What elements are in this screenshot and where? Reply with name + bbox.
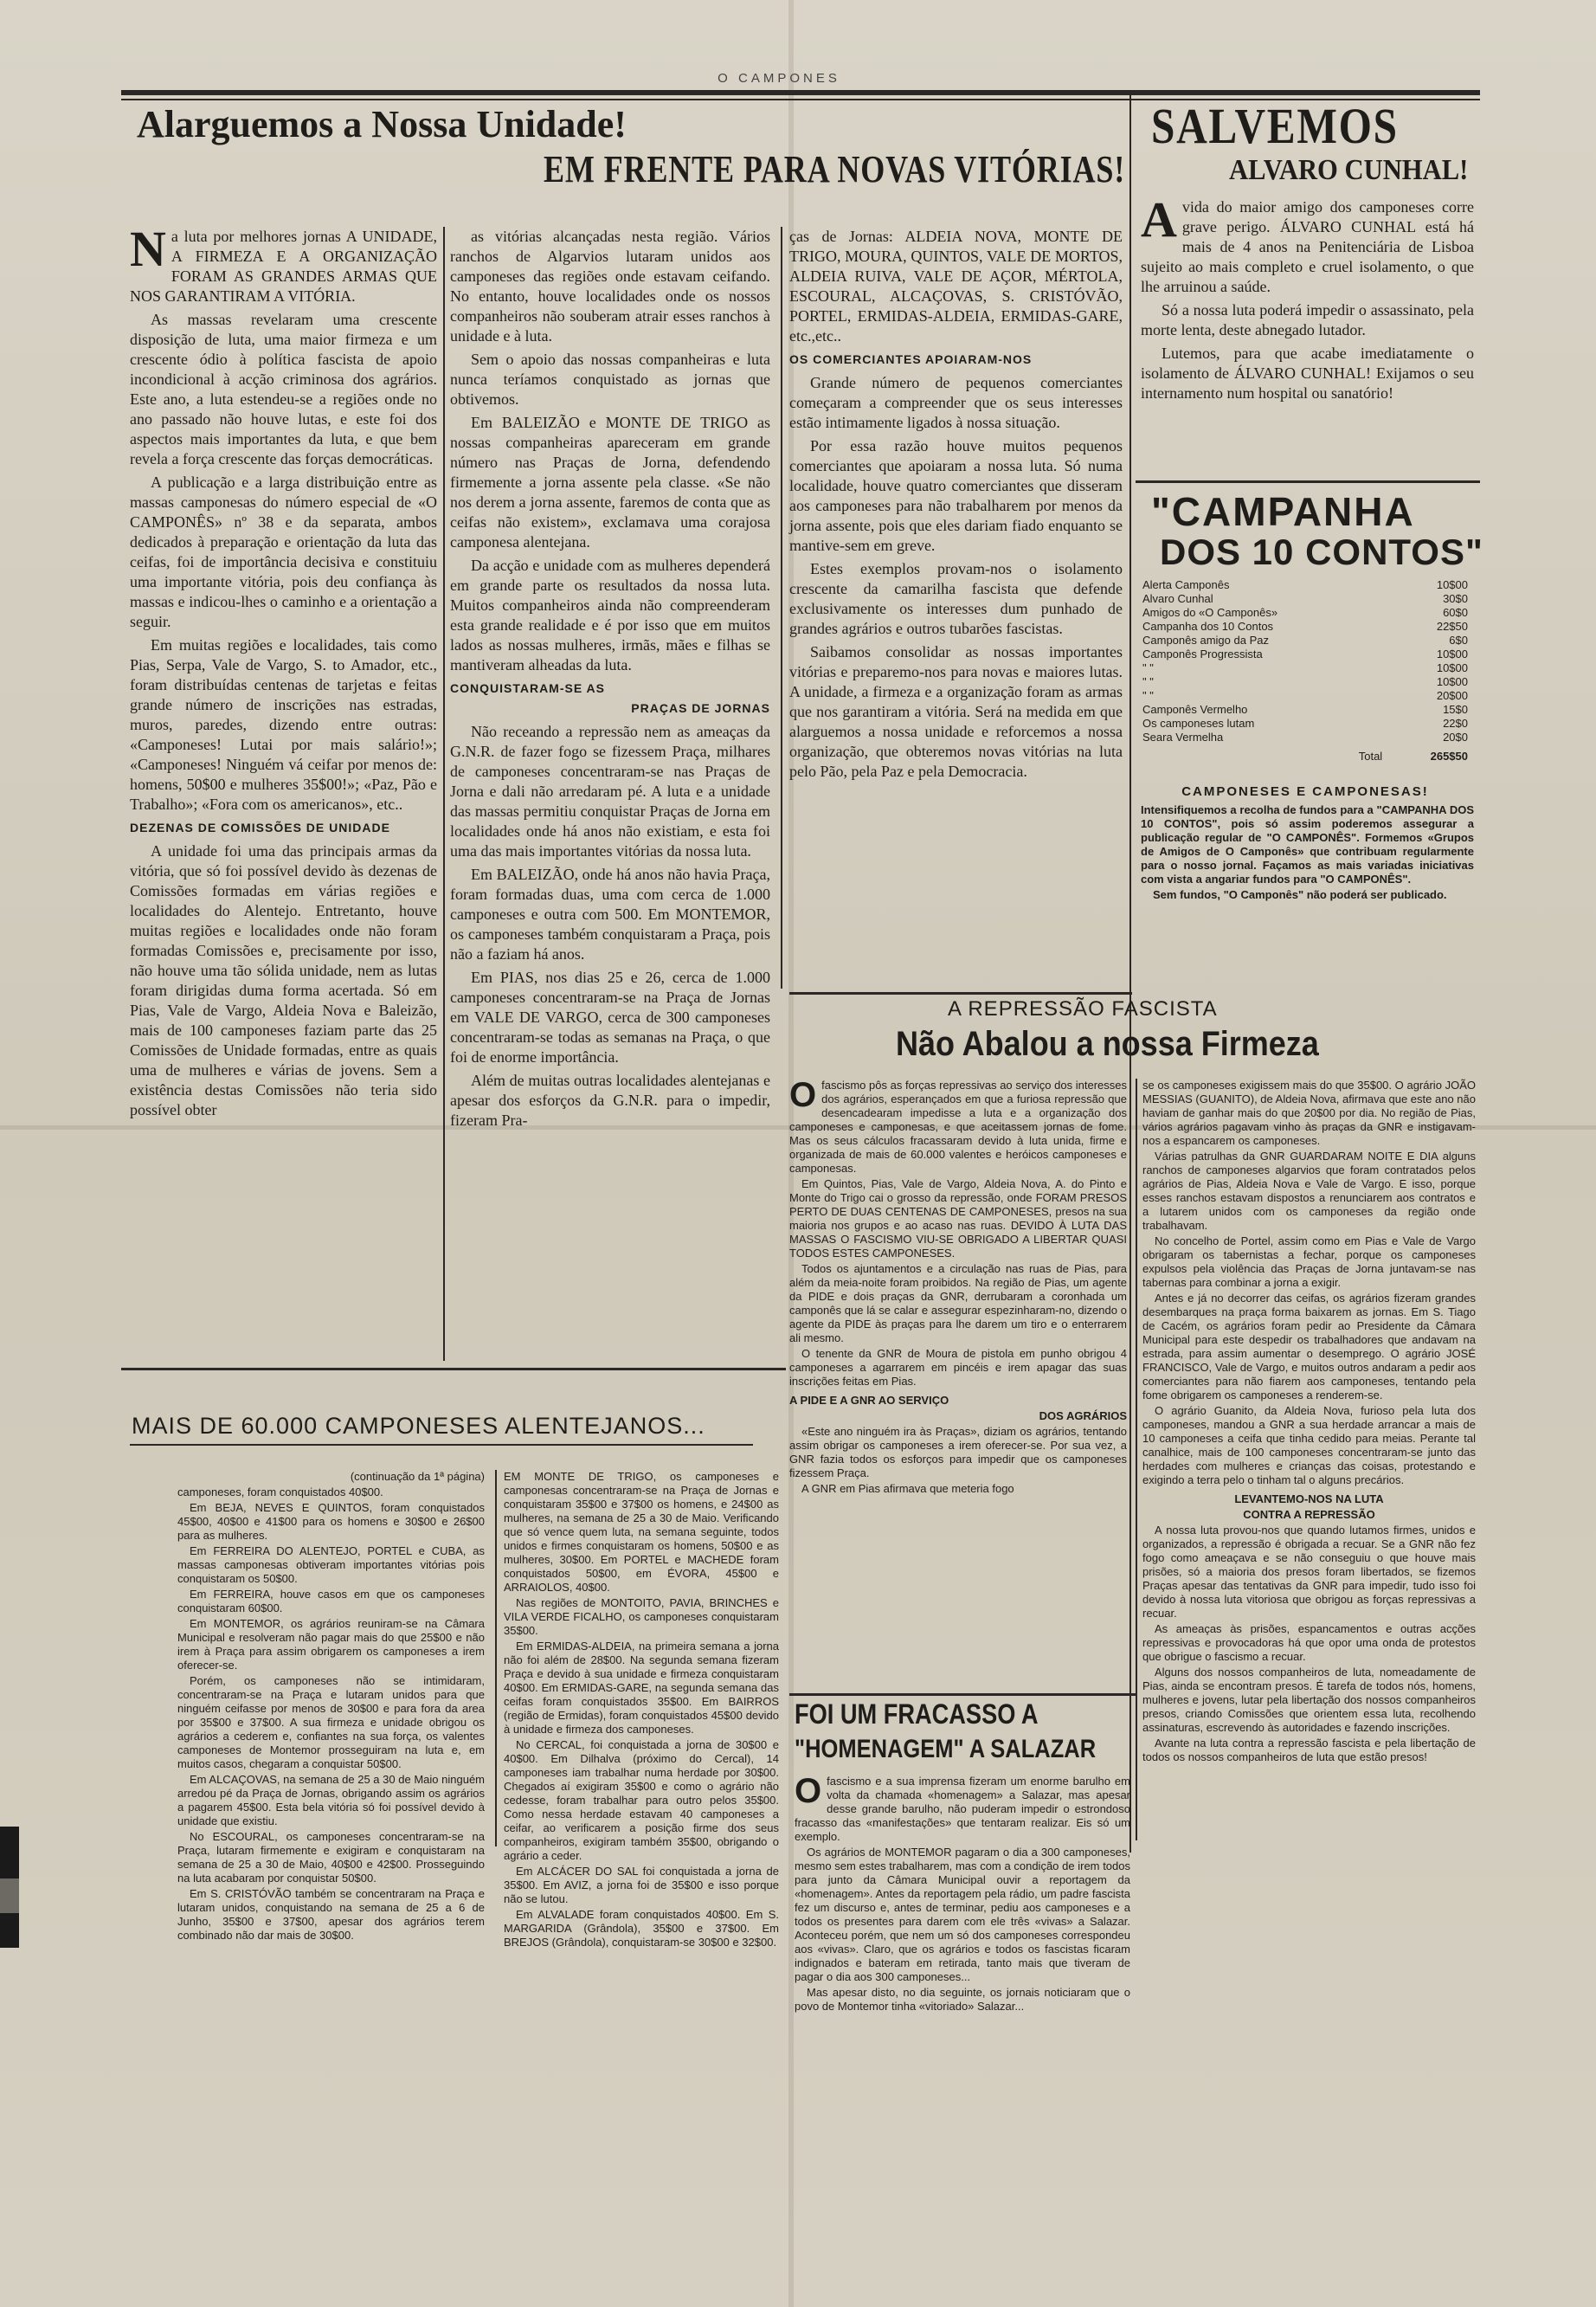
contribution-value: 20$0 xyxy=(1443,731,1468,744)
paragraph: Em ERMIDAS-ALDEIA, na primeira semana a jorna não foi além de 28$00. Na segunda semana fizeram Praça e devido à sua unidade e firmeza conquistaram 40$00. Em ERMIDAS-GARE, na segunda semana das ceifas foram conquistados 35$00. Em BAIRROS (região de Ermidas), foram conquistados 45$00 devido à unidade e firmeza dos camponeses. xyxy=(504,1640,779,1736)
contribution-value: 10$00 xyxy=(1436,578,1468,591)
paragraph: Em FERREIRA DO ALENTEJO, PORTEL e CUBA, as massas camponesas obtiveram importantes vitórias pois conquistaram os 50$00. xyxy=(177,1544,485,1585)
masthead: O CAMPONES xyxy=(718,71,840,86)
contribution-value: 60$0 xyxy=(1443,606,1468,619)
paragraph: Saibamos consolidar as nossas importantes vitórias e preparemo-nos para novas e maiores lutas. A unidade, a firmeza e a organização foram as armas que nos garantiram a vitória. Será na medida em que alarguemos a nossa unidade e reforcemos a nossa organização, que obteremos novas vitórias na luta pelo Pão, pela Paz e pela Democracia. xyxy=(789,643,1123,780)
contribution-row xyxy=(1141,675,1470,689)
paragraph: Mas apesar disto, no dia seguinte, os jornais noticiaram que o povo de Montemor tinha «vitoriado» Salazar... xyxy=(795,1986,1130,2013)
cunhal-article xyxy=(1141,191,1474,407)
column-divider xyxy=(443,227,445,1361)
drop-cap: N xyxy=(130,221,166,277)
section-subhead: DOS AGRÁRIOS xyxy=(1039,1409,1127,1422)
paragraph: Sem o apoio das nossas companheiras e luta nunca teríamos conquistado as jornas que obtivemos. xyxy=(450,351,770,408)
contribution-label: Alerta Camponês xyxy=(1142,578,1230,591)
column-divider xyxy=(1136,1079,1137,1840)
contribution-row xyxy=(1141,578,1470,592)
paragraph: A unidade foi uma das principais armas da vitória, que só foi possível devido às dezenas de Comissões formadas em várias regiões e localidades do Alentejo. Entretanto, houve muitas regiões e localidades onde não foram formadas Comissões e, precisamente por isso, não houve uma tão sólida unidade, nem as lutas foram dirigidas duma forma acertada. Só em Pias, Vale de Vargo, Aldeia Nova e Baleizão, mais de 100 camponeses faziam parte das 25 Comissões de Unidade formadas, entre as quais uma de mulheres e várias de jovens. Sem a existência destas Comissões não teria sido possível obter xyxy=(130,842,437,1118)
paragraph: Em FERREIRA, houve casos em que os camponeses conquistaram 60$00. xyxy=(177,1588,485,1614)
paragraph: Avante na luta contra a repressão fascista e pela libertação de todos os nossos companheiros de luta que estão presos! xyxy=(1142,1737,1476,1763)
paragraph: As ameaças às prisões, espancamentos e outras acções repressivas e provocadoras há que opor uma onda de protestos que obrigue o fascismo a recuar. xyxy=(1142,1622,1476,1663)
drop-cap: A xyxy=(1141,191,1177,248)
cunhal-title: SALVEMOS xyxy=(1151,98,1399,154)
paragraph: A nossa luta provou-nos que quando lutamos firmes, unidos e organizados, a repressão é obrigada a recuar. Se a GNR não fez fogo como ameaçava e se não conseguiu o que houve mais prisões, só a maioria dos presos foram libertados, se fizemos Praças apesar das tentativas da GNR para impedir, tudo isso foi devido à nossa luta vitoriosa que obrigou as forças repressivas a recuar. xyxy=(1142,1524,1476,1620)
paragraph: No ESCOURAL, os camponeses concentraram-se na Praça, lutaram firmemente e exigiram e conquistaram na semana de 25 a 30 de Maio, 40$00 e 42$00. Prosseguindo na luta acabaram por conquistar 50$00. xyxy=(177,1830,485,1885)
drop-cap: O xyxy=(789,1076,817,1114)
paragraph: No concelho de Portel, assim como em Pias e Vale de Vargo obrigaram os tabernistas a fechar, porque os camponeses expulsos pela violência das Praças de Jorna juntavam-se nas tabernas para combinar a jorna a exigir. xyxy=(1142,1234,1476,1289)
lead-subheadline: EM FRENTE PARA NOVAS VITÓRIAS! xyxy=(544,148,1126,190)
section-subhead: CONTRA A REPRESSÃO xyxy=(1243,1508,1375,1521)
paragraph: No CERCAL, foi conquistada a jorna de 30$00 e 40$00. Em Dilhalva (próximo do Cercal), 14 camponeses iam trabalhar numa herdade por 30$00. Chegados aí exigiram 35$00 e como o agrário não cedesse, foram trabalhar para outro pelos 35$00. Como nessa herdade estavam 40 camponeses a ceifar, ao verificarem a posição firme dos seus companheiros, exigiram também 35$00, obrigando o agrário a ceder. xyxy=(504,1738,779,1862)
campanha-title: "CAMPANHA xyxy=(1151,489,1415,534)
salazar-title: FOI UM FRACASSO A xyxy=(795,1698,1039,1730)
lead-column-1 xyxy=(130,221,437,1124)
continuation-note: (continuação da 1ª página) xyxy=(350,1470,485,1483)
contribution-label: Seara Vermelha xyxy=(1142,731,1224,744)
section-subhead: CONQUISTARAM-SE AS xyxy=(450,681,605,695)
paragraph: se os camponeses exigissem mais do que 35$00. O agrário JOÃO MESSIAS (GUANITO), de Aldeia Nova, afirmava que este ano não haviam de ganhar mais do que 20$00 por dia. No região de Pias, vários agrários pagavam vinho às praças da GNR e instigavam-nos a espancarem os camponeses. xyxy=(1142,1079,1476,1147)
section-subhead: A PIDE E A GNR AO SERVIÇO xyxy=(789,1394,949,1407)
column-divider xyxy=(495,1470,497,1846)
paragraph: Além de muitas outras localidades alentejanas e apesar dos esforços da G.N.R. para o impedir, fizeram Pra- xyxy=(450,1072,770,1129)
contribution-row xyxy=(1141,689,1470,703)
paragraph: Em ALCAÇOVAS, na semana de 25 a 30 de Maio ninguém arredou pé da Praça de Jornas, obrigando assim os agrários a pagarem 45$00. Esta bela vitória só foi possível devido à unidade que existiu. xyxy=(177,1773,485,1827)
contribution-label: Campanha dos 10 Contos xyxy=(1142,620,1274,633)
repressao-left-column xyxy=(789,1076,1127,1498)
contribution-value: 10$00 xyxy=(1436,661,1468,674)
contribution-label: Alvaro Cunhal xyxy=(1142,592,1213,605)
paragraph: Alguns dos nossos companheiros de luta, nomeadamente de Pias, ainda se encontram presos. É tarefa de todos nós, homens, mulheres e jovens, lutar pela libertação dos nossos companheiros presos, criando Comissões que orientem essa luta, recolhendo assinaturas, escrevendo às autoridades e fazendo inscrições. xyxy=(1142,1666,1476,1734)
contribution-row xyxy=(1141,717,1470,731)
contribution-row xyxy=(1141,634,1470,648)
paragraph: Em BALEIZÃO, onde há anos não havia Praça, foram formadas duas, uma com cerca de 1.000 camponeses e outra com 500. Em MONTEMOR, os camponeses também conquistaram a Praça, pois não a faziam há anos. xyxy=(450,866,770,963)
lead-intro: a luta por melhores jornas A UNIDADE, A FIRMEZA E A ORGANIZAÇÃO FORAM AS GRANDES ARMAS QUE NOS GARANTIRAM A VITÓRIA. xyxy=(130,228,437,305)
paragraph: camponeses, foram conquistados 40$00. xyxy=(177,1485,383,1498)
paragraph: Em MONTEMOR, os agrários reuniram-se na Câmara Municipal e resolveram não pagar mais do que 25$00 e não irem à Praça para assim obrigarem os camponeses a irem oferecer-se. xyxy=(177,1617,485,1672)
section-subhead: DEZENAS DE COMISSÕES DE UNIDADE xyxy=(130,821,390,835)
salazar-subtitle: "HOMENAGEM" A SALAZAR xyxy=(795,1735,1097,1763)
paragraph: As massas revelaram uma crescente disposição de luta, uma maior firmeza e um crescente ódio à política fascista de apoio incondicional à acção criminosa dos agrários. Este ano, a luta estendeu-se a regiões onde no ano passado não houve lutas, e este foi dos aspectos mais importantes da luta, e que bem revela a força crescente das forças democráticas. xyxy=(130,311,437,467)
contribution-row xyxy=(1141,592,1470,606)
paragraph: A publicação e a larga distribuição entre as massas camponesas do número especial de «O CAMPONÊS» nº 38 e da separata, ambos dedicados à preparação e orientação da luta das ceifas, foi de importância decisiva e constituiu uma importante vitória, pois deu confiança às massas e indicou-lhes o caminho e a orientação a seguir. xyxy=(130,474,437,630)
paragraph: Em PIAS, nos dias 25 e 26, cerca de 1.000 camponeses concentraram-se na Praça de Jornas em VALE DE VARGO, cerca de 300 camponeses concentraram-se todas as semanas na Praça, o que foi de enorme importância. xyxy=(450,969,770,1066)
repressao-right-column xyxy=(1142,1079,1476,1766)
contribution-value: 6$0 xyxy=(1449,634,1468,647)
section-subhead: LEVANTEMO-NOS NA LUTA xyxy=(1234,1492,1384,1505)
paragraph: Grande número de pequenos comerciantes começaram a compreender que os seus interesses estão intimamente ligados à nossa situação. xyxy=(789,374,1123,431)
contribution-row xyxy=(1141,731,1470,744)
contribution-value: 22$50 xyxy=(1436,620,1468,633)
section-subhead: PRAÇAS DE JORNAS xyxy=(631,701,770,715)
paragraph: O agrário Guanito, da Aldeia Nova, furioso pela luta dos camponeses, mandou a GNR a sua herdade arrancar a mais de 10 camponeses a ceifa que tinha cedido para meias. Perante tal canalhice, mais de 100 camponeses concentraram-se junto das herdades com mulheres e crianças das coisas, protestando e exigindo a terra pelo o tinham tal o alguns precários. xyxy=(1142,1404,1476,1486)
repressao-headline: Não Abalou a nossa Firmeza xyxy=(896,1025,1319,1063)
lead-column-2 xyxy=(450,227,770,1134)
paragraph: Em S. CRISTÓVÃO também se concentraram na Praça e lutaram unidos, conquistando na semana de 25 a 6 de Junho, 35$00 e 37$00, apesar dos agrários terem combinado não dar mais de 30$00. xyxy=(177,1887,485,1942)
paragraph: Os agrários de MONTEMOR pagaram o dia a 300 camponeses, mesmo sem estes trabalharem, mas com a condição de irem todos para junto da Câmara Municipal ouvir a reportagem da «homenagem». Antes da reportagem pela rádio, um padre fascista fez um discurso e, antes de terminar, pediu aos camponeses e a todos os presentes para darem com ele três «vivas» a Salazar. Aconteceu porém, que nem um só dos camponeses correspondeu aos «vivas». Claro, que os agrários e todos os fascistas ficaram indignados e bateram em retirada, tanto mais que tiveram de pagar o dia aos 300 camponeses... xyxy=(795,1846,1130,1983)
paragraph: Lutemos, para que acabe imediatamente o isolamento de ÁLVARO CUNHAL! Exijamos o seu internamento num hospital ou sanatório! xyxy=(1141,345,1474,402)
paragraph: Em BALEIZÃO e MONTE DE TRIGO as nossas companheiras apareceram em grande número nas Praças de Jorna, defendendo firmemente a jorna assente pela classe. «Se não nos derem a jorna assente, faremos de conta que as ceifas não existem», exclamava uma corajosa camponesa alentejana. xyxy=(450,414,770,551)
paragraph: Antes e já no decorrer das ceifas, os agrários fizeram grandes desembarques na praça forma baixarem as jornas. Em S. Tiago de Cacém, os agrários foram pedir ao Presidente da Câmara Municipal para este despedir os trabalhadores que andavam na estrada, para assim aumentar o desemprego. O agrário JOSÉ FRANCISCO, Vale de Vargo, e muitos outros andaram a pedir aos comerciantes para não fiarem aos camponeses, tentando pela fome obrigarem os camponeses a renderem-se. xyxy=(1142,1292,1476,1402)
contribution-value: 15$0 xyxy=(1443,703,1468,716)
top-rule xyxy=(121,90,1480,95)
paragraph: vida do maior amigo dos camponeses corre grave perigo. ÁLVARO CUNHAL está há mais de 4 anos na Penitenciária de Lisboa sujeito ao mais completo e cruel isolamento, o que lhe arruinou a saúde. xyxy=(1141,198,1474,295)
total-label: Total xyxy=(1358,750,1383,763)
section-rule xyxy=(1136,480,1480,483)
contribution-row xyxy=(1141,648,1470,661)
paragraph: Em ALVALADE foram conquistados 40$00. Em S. MARGARIDA (Grândola), 35$00 e 37$00. Em BREJOS (Grândola), conquistaram-se 30$00 e 32$00. xyxy=(504,1908,779,1949)
paragraph: Sem fundos, "O Camponês" não poderá ser publicado. xyxy=(1153,888,1447,901)
binding-clip-detail xyxy=(0,1878,19,1913)
paragraph: A GNR em Pias afirmava que meteria fogo xyxy=(801,1482,1014,1495)
paragraph: Em Quintos, Pias, Vale de Vargo, Aldeia Nova, A. do Pinto e Monte do Trigo cai o grosso da repressão, onde FORAM PRESOS PERTO DE DUAS CENTENAS DE CAMPONESES, presos na sua maioria nos grupos e ao acaso nas ruas. DEVIDO À LUTA DAS MASSAS O FASCISMO VIU-SE OBRIGADO A LIBERTAR QUASI TODOS ESTES CAMPONESES. xyxy=(789,1177,1127,1260)
contribution-label: Amigos do «O Camponês» xyxy=(1142,606,1278,619)
contribution-label: " " xyxy=(1142,661,1154,674)
campanha-subtitle: DOS 10 CONTOS" xyxy=(1160,532,1483,572)
contribution-value: 10$00 xyxy=(1436,648,1468,661)
contribution-label: Camponês Vermelho xyxy=(1142,703,1248,716)
contribution-row xyxy=(1141,661,1470,675)
section-rule xyxy=(121,1368,786,1370)
contribution-label: Camponês amigo da Paz xyxy=(1142,634,1269,647)
section-rule xyxy=(789,992,1132,995)
paragraph: Não receando a repressão nem as ameaças da G.N.R. de fazer fogo se fizessem Praça, milhares de camponeses concentraram-se nas Praças de Jorna e dali não arredaram pé. A luta e a unidade das massas permitiu conquistar Praças de Jorna em localidades onde há anos não existiam, e esta foi uma das mais importantes vitórias da nossa luta. xyxy=(450,723,770,860)
paragraph: Em BEJA, NEVES E QUINTOS, foram conquistados 45$00, 40$00 e 41$00 para os homens e 30$00 e 26$00 para as mulheres. xyxy=(177,1501,485,1542)
paragraph: «Este ano ninguém ira às Praças», diziam os agrários, tentando assim obrigar os camponeses a irem oferecer-se. Por sua vez, a GNR fazia todos os esforços para impedir que os camponeses fizessem Praça. xyxy=(789,1425,1127,1479)
paragraph: O tenente da GNR de Moura de pistola em punho obrigou 4 camponeses a agarrarem em pincéis e irem apagar das suas inscrições feitas em Pias. xyxy=(789,1347,1127,1388)
paragraph: fascismo pôs as forças repressivas ao serviço dos interesses dos agrários, esperançados em que a furiosa repressão que desencadearam impedisse a luta e a organização dos camponeses e camponesas, e que aceitassem jornas de fome. Mas os seus cálculos fracassaram devido à luta unida, firme e organizada de mais de 60.000 valentes e heróicos camponeses e camponesas. xyxy=(789,1079,1127,1175)
sessenta-left-column xyxy=(177,1470,485,1944)
paragraph: Nas regiões de MONTOITO, PAVIA, BRINCHES e VILA VERDE FICALHO, os camponeses conquistaram 35$00. xyxy=(504,1596,779,1637)
contribution-row xyxy=(1141,703,1470,717)
paragraph: Intensifiquemos a recolha de fundos para a "CAMPANHA DOS 10 CONTOS", pois só assim poderemos assegurar a publicação regular de "O CAMPONÊS". Formemos «Grupos de Amigos de O Camponês» que contribuam regularmente para o nosso jornal. Façamos as mais variadas iniciativas com vista a angariar fundos para "O CAMPONÊS". xyxy=(1141,803,1474,886)
contributions-table xyxy=(1141,578,1470,764)
paragraph: Em ALCÁCER DO SAL foi conquistada a jorna de 35$00. Em AVIZ, a jorna foi de 35$00 e isso porque não se lutou. xyxy=(504,1865,779,1905)
contribution-row xyxy=(1141,620,1470,634)
section-rule xyxy=(789,1693,1136,1696)
headline-underline xyxy=(130,1444,753,1446)
repressao-kicker: A REPRESSÃO FASCISTA xyxy=(948,997,1218,1021)
paragraph: Por essa razão houve muitos pequenos comerciantes que apoiaram a nossa luta. Só numa localidade, houve quatro comerciantes que disseram aos camponeses para não trabalharem por menos da jorna assente, pois que eles dariam fiado enquanto se mantive-sem em greve. xyxy=(789,437,1123,554)
paragraph: fascismo e a sua imprensa fizeram um enorme barulho em volta da chamada «homenagem» a Salazar, mas apesar desse grande barulho, não puderam impedir o estrondoso fracasso das «manifestações» que tentaram realizar. Eis só um exemplo. xyxy=(795,1775,1130,1843)
lead-headline: Alarguemos a Nossa Unidade! xyxy=(137,103,627,145)
contribution-label: " " xyxy=(1142,689,1154,702)
paragraph: EM MONTE DE TRIGO, os camponeses e camponesas concentraram-se na Praça de Jornas e conquistaram 35$00 e 37$00 os homens, e 24$00 as mulheres, na semana de 25 a 30 de Maio. Verificando que só vence quem luta, na semana seguinte, todos unidos e firmes conquistaram os homens, 50$00 e as mulheres, 30$00. Em PORTEL e MACHEDE foram conquistados 50$00, em ÉVORA, 45$00 e ARRAIOLOS, 40$00. xyxy=(504,1470,779,1594)
contribution-label: Camponês Progressista xyxy=(1142,648,1263,661)
salazar-article xyxy=(795,1772,1130,2015)
drop-cap: O xyxy=(795,1772,822,1810)
sessenta-right-column xyxy=(504,1470,779,1951)
paragraph: ças de Jornas: ALDEIA NOVA, MONTE DE TRIGO, MOURA, QUINTOS, VALE DE MORTOS, ALDEIA RUIVA, VALE DE AÇOR, MÉRTOLA, ESCOURAL, ALCAÇOVAS, S. CRISTÓVÃO, PORTEL, ERMIDAS-ALDEIA, ERMIDAS-GARE, etc.,etc.. xyxy=(789,228,1123,345)
paragraph: Da acção e unidade com as mulheres dependerá em grande parte os resultados da nossa luta. Muitos companheiros ainda não compreenderam esta grande realidade e é por isso que em muitos lados as nossas mulheres, irmãs, mães e filhas se mantiveram alheadas da luta. xyxy=(450,557,770,673)
paragraph: Só a nossa luta poderá impedir o assassinato, pela morte lenta, deste abnegado lutador. xyxy=(1141,301,1474,338)
total-value: 265$50 xyxy=(1430,750,1468,763)
contribution-value: 22$0 xyxy=(1443,717,1468,730)
total-row xyxy=(1141,744,1470,764)
appeal-title: CAMPONESES E CAMPONESAS! xyxy=(1181,784,1429,799)
contribution-label: " " xyxy=(1142,675,1154,688)
contribution-value: 30$0 xyxy=(1443,592,1468,605)
paragraph: Em muitas regiões e localidades, tais como Pias, Serpa, Vale de Vargo, S. to Amador, etc., foram distribuídas centenas de tarjetas e feitas grande número de inscrições nas estradas, muros, paredes, dizendo entre outras: «Camponeses! Lutai por mais salário!»; «Camponeses! Ninguém vá ceifar por menos de: homens, 50$00 e mulheres 35$00!»; «Paz, Pão e Trabalho»; «Fora com os americanos», etc.. xyxy=(130,636,437,813)
paragraph: Todos os ajuntamentos e a circulação nas ruas de Pias, para além da meia-noite foram proibidos. Na região de Pias, um agente da PIDE e dois praças da GNR, derrubaram a coronhada um camponês que lá se calar e assegurar espezinharam-no, dizendo o agente da PIDE às praças para lhe darem um tiro e o enterrarem ali mesmo. xyxy=(789,1262,1127,1344)
column-divider xyxy=(781,227,782,989)
paragraph: Porém, os camponeses não se intimidaram, concentraram-se na Praça e lutaram unidos para que ninguém ceifasse por menos de 30$00 e para fora da area por 35$00 e 37$00. A sua firmeza e unidade obrigou os agrários a cederem e, confiantes na sua força, os valentes camponeses de Montemor prosseguiram na luta e, em muitos casos, chegaram a conquistar 50$00. xyxy=(177,1674,485,1770)
contribution-value: 10$00 xyxy=(1436,675,1468,688)
column-divider xyxy=(1129,95,1131,1853)
section-subhead: OS COMERCIANTES APOIARAM-NOS xyxy=(789,352,1033,366)
lead-column-3 xyxy=(789,227,1123,785)
paragraph: Estes exemplos provam-nos o isolamento crescente da camarilha fascista que defende exclusivamente os interesses dum punhado de grandes agrários e outros tubarões fascistas. xyxy=(789,560,1123,637)
contribution-row xyxy=(1141,606,1470,620)
paragraph: Várias patrulhas da GNR GUARDARAM NOITE E DIA alguns ranchos de camponeses algarvios que foram contratados pelos agrários de Pias, Aldeia Nova e Vale de Vargo. E isso, porque esses ranchos estavam dispostos a renunciarem aos contratos e a lutarem unidos com os camponeses da região onde trabalhavam. xyxy=(1142,1150,1476,1232)
campanha-table xyxy=(1141,578,1470,764)
cunhal-subtitle: ALVARO CUNHAL! xyxy=(1229,154,1469,186)
sessenta-headline: MAIS DE 60.000 CAMPONESES ALENTEJANOS... xyxy=(132,1413,705,1439)
paragraph: as vitórias alcançadas nesta região. Vários ranchos de Algarvios lutaram unidos aos camponeses das regiões onde estavam ceifando. No entanto, houve localidades onde os nossos companheiros não souberam atrair esses ranchos à unidade e à luta. xyxy=(450,228,770,345)
contribution-value: 20$00 xyxy=(1436,689,1468,702)
contribution-label: Os camponeses lutam xyxy=(1142,717,1255,730)
campanha-appeal xyxy=(1141,803,1474,904)
